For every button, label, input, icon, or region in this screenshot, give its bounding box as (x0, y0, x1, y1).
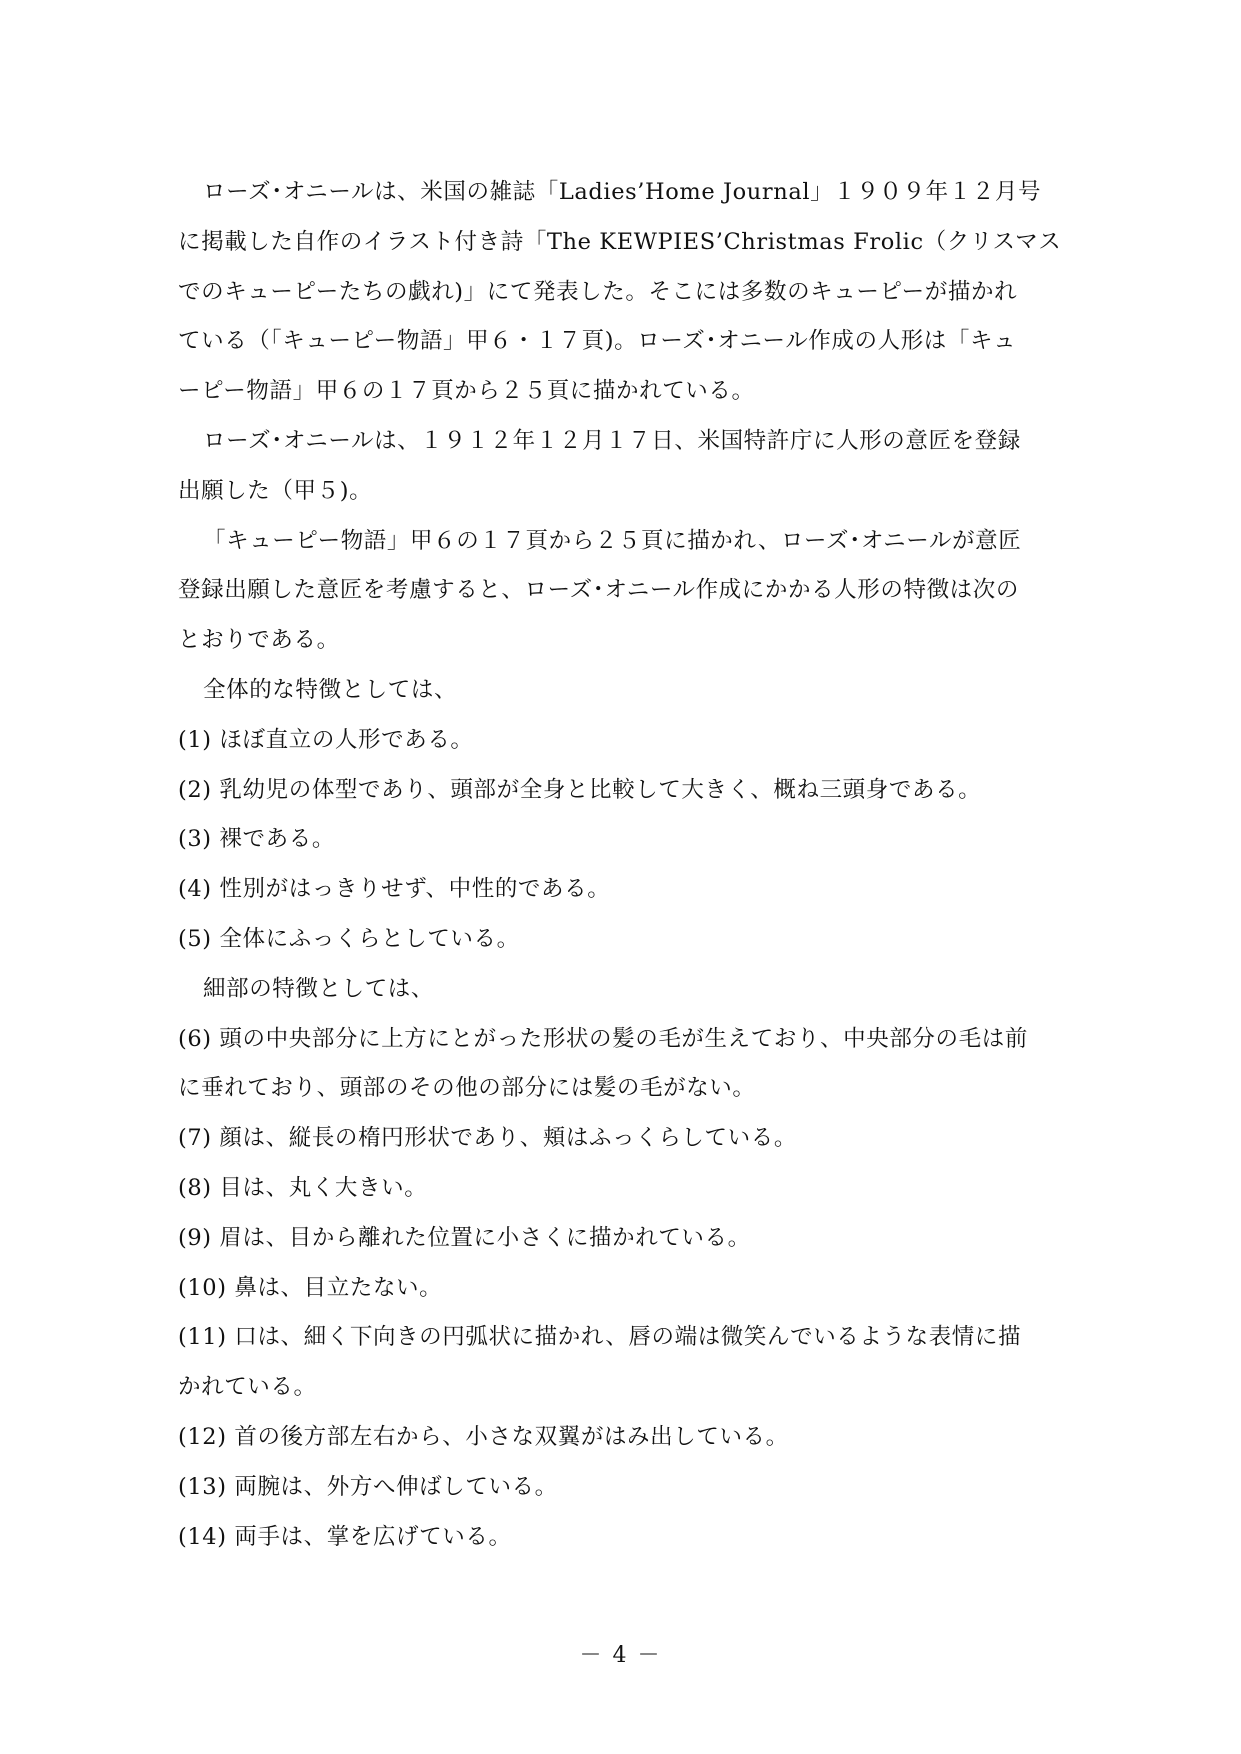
list-item: (10) 鼻は、目立たない。 (178, 1274, 443, 1301)
text-line: でのキューピーたちの戯れ)」にて発表した。そこには多数のキューピーが描かれ (178, 278, 1018, 305)
list-item: (6) 頭の中央部分に上方にとがった形状の髪の毛が生えており、中央部分の毛は前 (178, 1025, 1028, 1052)
list-item: (11) 口は、細く下向きの円弧状に描かれ、唇の端は微笑んでいるような表情に描 (178, 1324, 1022, 1351)
list-item: (3) 裸である。 (178, 826, 335, 853)
list-item: (7) 顔は、縦長の楕円形状であり、頬はふっくらしている。 (178, 1125, 797, 1152)
text-line: ローズ･オニールは、米国の雑誌「Ladies’Home Journal」１９０９年１２月号 (203, 179, 1042, 205)
text-line: ローズ･オニールは、１９１２年１２月１７日、米国特許庁に人形の意匠を登録 (203, 427, 1021, 454)
list-item: (1) ほぼ直立の人形である。 (178, 726, 474, 753)
list-item: (2) 乳幼児の体型であり、頭部が全身と比較して大きく、概ね三頭身である。 (178, 776, 982, 803)
list-item-continuation: かれている。 (178, 1374, 317, 1401)
text-line: とおりである。 (178, 627, 340, 654)
text-line: 出願した（甲５)。 (178, 477, 373, 504)
text-line: に掲載した自作のイラスト付き詩「The KEWPIES’Christmas Frolic（クリスマス (178, 228, 1062, 255)
text-line: 「キューピー物語」甲６の１７頁から２５頁に描かれ、ローズ･オニールが意匠 (203, 527, 1022, 554)
body-text (178, 168, 1106, 1562)
page-number: － 4 － (579, 1643, 662, 1668)
list-item: (9) 眉は、目から離れた位置に小さくに描かれている。 (178, 1224, 751, 1251)
list-item: (14) 両手は、掌を広げている。 (178, 1523, 512, 1550)
list-item: (13) 両腕は、外方へ伸ばしている。 (178, 1473, 558, 1500)
text-line: ている（「キューピー物語」甲６・１７頁)。ローズ･オニール作成の人形は「キュ (178, 328, 1017, 355)
list-item: (4) 性別がはっきりせず、中性的である。 (178, 876, 611, 903)
text-line: 登録出願した意匠を考慮すると、ローズ･オニール作成にかかる人形の特徴は次の (178, 577, 1019, 604)
list-item: (8) 目は、丸く大きい。 (178, 1174, 428, 1201)
list-item: (12) 首の後方部左右から、小さな双翼がはみ出している。 (178, 1423, 789, 1450)
list-item: (5) 全体にふっくらとしている。 (178, 925, 520, 952)
list-item-continuation: に垂れており、頭部のその他の部分には髪の毛がない。 (178, 1075, 756, 1102)
section-heading-overall: 全体的な特徴としては、 (203, 676, 458, 703)
section-heading-details: 細部の特徴としては、 (203, 975, 435, 1002)
text-line: ーピー物語」甲６の１７頁から２５頁に描かれている。 (178, 378, 755, 405)
